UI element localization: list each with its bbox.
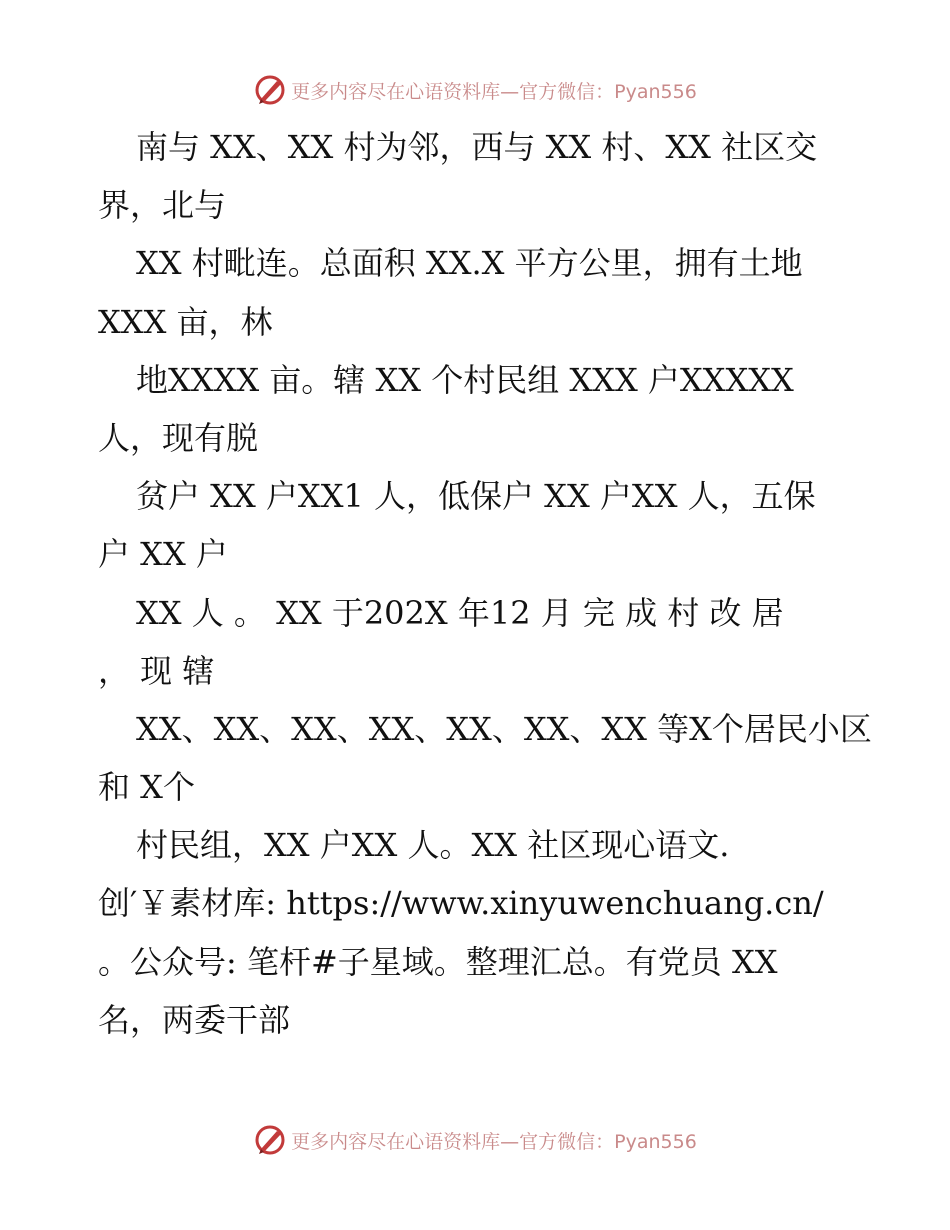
text-line: XX 村毗连。总面积 XX.X 平方公里，拥有土地 xyxy=(136,244,803,283)
footer-banner xyxy=(0,1120,950,1160)
text-line: 和 X个 xyxy=(98,768,195,807)
text-line: 地XXXX 亩。辖 XX 个村民组 XXX 户XXXXX xyxy=(136,360,794,399)
text-line: XX、XX、XX、XX、XX、XX、XX 等X个居民小区 xyxy=(136,709,872,748)
pen-logo-icon xyxy=(253,73,287,107)
header-banner xyxy=(0,70,950,110)
pen-logo-icon xyxy=(253,1123,287,1157)
text-line: 创′￥素材库: https://www.xinyuwenchuang.cn/ xyxy=(98,884,824,923)
text-line: 人，现有脱 xyxy=(98,418,259,457)
text-line: 南与 XX、XX 村为邻，西与 XX 村、XX 社区交 xyxy=(136,128,818,166)
text-line: 村民组，XX 户XX 人。XX 社区现心语文. xyxy=(136,826,730,865)
text-line: XX 人 。 XX 于202X 年12 月 完 成 村 改 居 xyxy=(136,593,784,632)
text-line: 界，北与 xyxy=(98,186,227,225)
banner-text: 更多内容尽在心语资料库—官方微信：Pyan556 xyxy=(291,1130,697,1153)
text-line: 名，两委干部 xyxy=(98,1000,291,1039)
text-line: 户 XX 户 xyxy=(98,535,228,574)
document-body xyxy=(98,118,872,1049)
text-line: 贫户 XX 户XX1 人，低保户 XX 户XX 人，五保 xyxy=(136,477,816,516)
banner-text: 更多内容尽在心语资料库—官方微信：Pyan556 xyxy=(291,80,697,103)
text-line: 。公众号: 笔杆#子星域。整理汇总。有党员 XX xyxy=(98,942,778,981)
text-line: XXX 亩，林 xyxy=(98,302,273,341)
text-line: ， 现 辖 xyxy=(98,651,215,690)
